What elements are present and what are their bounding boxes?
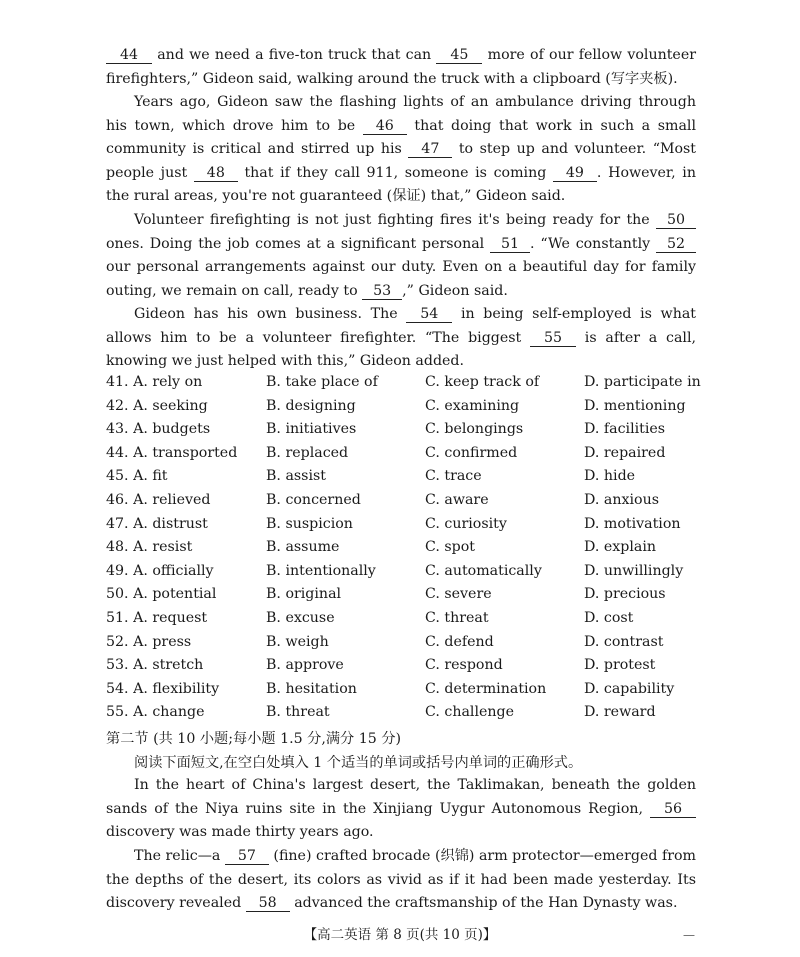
option-a[interactable]: 47. A. distrust: [106, 515, 208, 532]
options-table: [106, 374, 706, 728]
option-c[interactable]: C. determination: [425, 680, 547, 697]
option-c[interactable]: C. trace: [425, 468, 482, 485]
option-d[interactable]: D. unwillingly: [584, 562, 684, 579]
option-a[interactable]: 42. A. seeking: [106, 397, 208, 414]
option-a[interactable]: 43. A. budgets: [106, 421, 211, 438]
option-row-41: [106, 374, 706, 398]
option-c[interactable]: C. aware: [425, 491, 489, 508]
corner-mark: —: [683, 928, 695, 942]
option-b[interactable]: B. hesitation: [266, 680, 357, 697]
option-b[interactable]: B. assist: [266, 468, 326, 485]
blank-57[interactable]: 57: [225, 848, 269, 865]
option-a[interactable]: 55. A. change: [106, 704, 205, 721]
option-b[interactable]: B. original: [266, 586, 342, 603]
option-b[interactable]: B. weigh: [266, 633, 329, 650]
option-row-42: [106, 398, 706, 422]
option-d[interactable]: D. hide: [584, 468, 636, 485]
option-d[interactable]: D. contrast: [584, 633, 664, 650]
option-a[interactable]: 48. A. resist: [106, 539, 193, 556]
option-row-50: [106, 586, 706, 610]
option-b[interactable]: B. concerned: [266, 491, 361, 508]
option-d[interactable]: D. explain: [584, 539, 657, 556]
passage-paragraph-4: Gideon has his own business. The 54 in being self-employed is what allows him to be a volunteer firefighter. “The biggest 55 is after a call, knowing we just helped with this,” Gideon added.: [106, 306, 696, 369]
passage-paragraph-2: Years ago, Gideon saw the flashing lights of an ambulance driving through his town, which drove him to be 46 that doing that work in such a small community is critical and stirred up his 47 to step up and volunteer. “Most people just 48 that if they call 911, someone is coming 49 . However, in the rural areas, you're not guaranteed (保证) that,” Gideon said.: [106, 94, 697, 204]
option-row-43: [106, 421, 706, 445]
option-a[interactable]: 50. A. potential: [106, 586, 217, 603]
option-row-51: [106, 610, 706, 634]
option-c[interactable]: C. keep track of: [425, 374, 540, 390]
passage-paragraph-3: Volunteer firefighting is not just fighting fires it's being ready for the 50 ones. Doing the job comes at a significant personal 51 . “We constantly 52 our personal arrangements against our duty. Even on a beautiful day for family outing, we remain on call, ready to 53 ,” Gideon said.: [106, 212, 696, 299]
option-a[interactable]: 53. A. stretch: [106, 657, 204, 674]
option-b[interactable]: B. replaced: [266, 444, 349, 461]
option-row-54: [106, 681, 706, 705]
option-row-46: [106, 492, 706, 516]
option-row-52: [106, 634, 706, 658]
blank-54[interactable]: 54: [406, 306, 452, 323]
option-a[interactable]: 49. A. officially: [106, 562, 214, 579]
blank-50[interactable]: 50: [656, 212, 696, 229]
option-c[interactable]: C. automatically: [425, 562, 542, 579]
option-c[interactable]: C. belongings: [425, 421, 524, 438]
option-c[interactable]: C. examining: [425, 397, 520, 414]
section2-paragraph-1: In the heart of China's largest desert, the Taklimakan, beneath the golden sands of the Niya ruins site in the Xinjiang Uygur Autonomous Region, 56 discovery was made thirty years ago.: [106, 777, 696, 840]
option-d[interactable]: D. participate in: [584, 374, 701, 390]
option-c[interactable]: C. curiosity: [425, 515, 507, 532]
option-row-55: [106, 704, 706, 728]
option-b[interactable]: B. initiatives: [266, 421, 357, 438]
option-d[interactable]: D. facilities: [584, 421, 666, 438]
option-row-45: [106, 468, 706, 492]
blank-51[interactable]: 51: [490, 236, 530, 253]
option-row-47: [106, 516, 706, 540]
blank-46[interactable]: 46: [363, 118, 407, 135]
option-b[interactable]: B. take place of: [266, 374, 378, 390]
blank-52[interactable]: 52: [656, 236, 696, 253]
option-b[interactable]: B. threat: [266, 704, 330, 721]
option-d[interactable]: D. precious: [584, 586, 666, 603]
option-a[interactable]: 52. A. press: [106, 633, 192, 650]
option-d[interactable]: D. motivation: [584, 515, 681, 532]
option-c[interactable]: C. spot: [425, 539, 475, 556]
blank-47[interactable]: 47: [408, 141, 452, 158]
option-c[interactable]: C. threat: [425, 609, 489, 626]
option-a[interactable]: 44. A. transported: [106, 444, 238, 461]
option-b[interactable]: B. suspicion: [266, 515, 353, 532]
option-a[interactable]: 45. A. fit: [106, 468, 168, 485]
option-d[interactable]: D. cost: [584, 609, 634, 626]
section-instruction: 阅读下面短文,在空白处填入 1 个适当的单词或括号内单词的正确形式。: [134, 755, 583, 771]
option-row-49: [106, 563, 706, 587]
blank-45[interactable]: 45: [436, 47, 482, 64]
blank-53[interactable]: 53: [362, 283, 402, 300]
option-a[interactable]: 51. A. request: [106, 609, 208, 626]
option-d[interactable]: D. anxious: [584, 491, 659, 508]
option-b[interactable]: B. excuse: [266, 609, 335, 626]
option-c[interactable]: C. defend: [425, 633, 494, 650]
option-row-53: [106, 657, 706, 681]
option-b[interactable]: B. designing: [266, 397, 356, 414]
passage-paragraph-1: 44 and we need a five-ton truck that can 45 more of our fellow volunteer firefighters,” Gideon said, walking around the truck with a clipboard (写字夹板).: [106, 47, 696, 87]
blank-48[interactable]: 48: [194, 165, 238, 182]
option-b[interactable]: B. intentionally: [266, 562, 376, 579]
option-row-48: [106, 539, 706, 563]
option-b[interactable]: B. approve: [266, 657, 344, 674]
option-c[interactable]: C. severe: [425, 586, 492, 603]
blank-56[interactable]: 56: [650, 801, 696, 818]
option-a[interactable]: 46. A. relieved: [106, 491, 211, 508]
option-b[interactable]: B. assume: [266, 539, 340, 556]
option-a[interactable]: 41. A. rely on: [106, 374, 203, 390]
option-d[interactable]: D. capability: [584, 680, 675, 697]
option-d[interactable]: D. repaired: [584, 444, 666, 461]
option-c[interactable]: C. confirmed: [425, 444, 518, 461]
option-c[interactable]: C. respond: [425, 657, 503, 674]
blank-58[interactable]: 58: [246, 895, 290, 912]
blank-44[interactable]: 44: [106, 47, 152, 64]
option-a[interactable]: 54. A. flexibility: [106, 680, 220, 697]
blank-49[interactable]: 49: [553, 165, 597, 182]
section-heading: 第二节 (共 10 小题;每小题 1.5 分,满分 15 分): [106, 731, 402, 747]
section2-paragraph-2: The relic—a 57 (fine) crafted brocade (织锦) arm protector—emerged from the depths of the desert, its colors as vivid as if it had been made yesterday. Its discovery revealed 58 advanced the craftsmanship of the Han Dynasty was.: [106, 848, 696, 911]
option-d[interactable]: D. reward: [584, 704, 656, 721]
blank-55[interactable]: 55: [530, 330, 576, 347]
option-row-44: [106, 445, 706, 469]
option-c[interactable]: C. challenge: [425, 704, 514, 721]
option-d[interactable]: D. protest: [584, 657, 656, 674]
option-d[interactable]: D. mentioning: [584, 397, 686, 414]
page-footer: 【高二英语 第 8 页(共 10 页)】: [303, 927, 497, 943]
